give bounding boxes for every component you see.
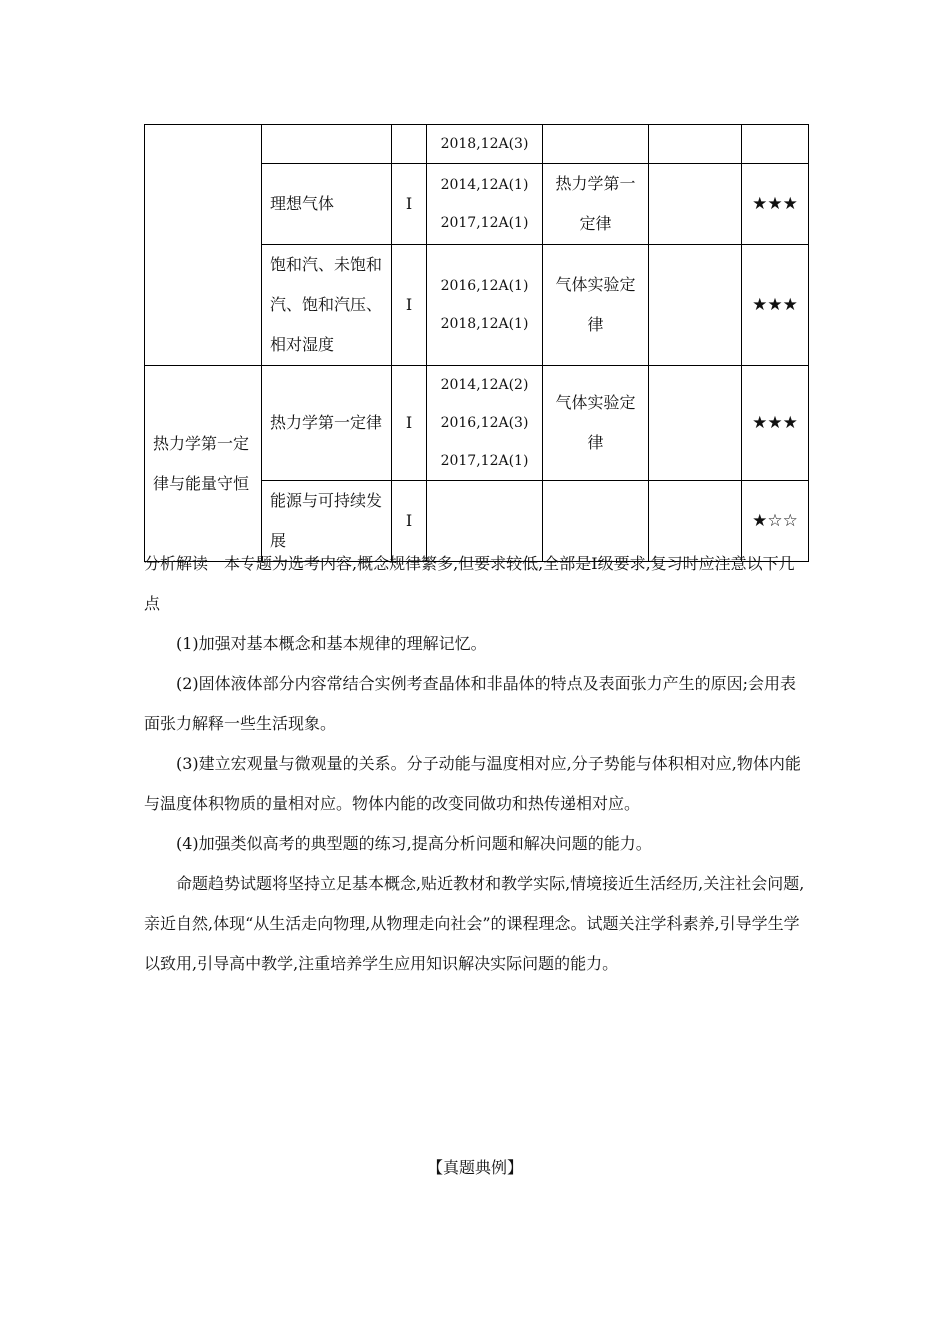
exam-year: 2018,12A(1)	[440, 316, 529, 332]
exam-year: 2017,12A(1)	[440, 453, 529, 469]
blank-cell	[649, 125, 742, 164]
trend-paragraph: 命题趋势试题将坚持立足基本概念,贴近教材和教学实际,情境接近生活经历,关注社会问题,亲近自然,体现“从生活走向物理,从物理走向社会”的课程理念。试题关注学科素养,引导学生学以致用,引导高中教学,注重培养学生应用知识解决实际问题的能力。	[144, 874, 805, 973]
related-topic-cell: 热力学第一定律	[543, 164, 649, 245]
related-topic-cell: 气体实验定律	[543, 245, 649, 366]
exam-year: 2014,12A(2)	[440, 377, 529, 393]
level-cell: Ⅰ	[392, 481, 427, 562]
level-cell	[392, 125, 427, 164]
analysis-point-3: (3)建立宏观量与微观量的关系。分子动能与温度相对应,分子势能与体积相对应,物体内能与温度体积物质的量相对应。物体内能的改变同做功和热传递相对应。	[144, 754, 801, 813]
exam-year: 2018,12A(3)	[440, 136, 529, 152]
knowledge-point-cell: 饱和汽、未饱和汽、饱和汽压、相对湿度	[262, 245, 392, 366]
exam-year: 2014,12A(1)	[440, 177, 529, 193]
exam-outline-table	[144, 124, 809, 562]
topic-cell	[145, 125, 262, 366]
rating-cell: ★☆☆	[742, 481, 809, 562]
knowledge-point-cell: 能源与可持续发展	[262, 481, 392, 562]
analysis-point-1: (1)加强对基本概念和基本规律的理解记忆。	[176, 634, 487, 653]
exam-years-cell	[427, 125, 543, 164]
section-heading: 【真题典例】	[426, 1158, 523, 1177]
exam-year: 2016,12A(1)	[440, 278, 529, 294]
level-cell: Ⅰ	[392, 366, 427, 481]
rating-cell: ★★★	[742, 164, 809, 245]
blank-cell	[649, 245, 742, 366]
analysis-intro: 分析解读 本专题为选考内容,概念规律繁多,但要求较低,全部是Ⅰ级要求,复习时应注意以下几点	[144, 554, 795, 613]
exam-years-cell	[427, 164, 543, 245]
related-topic-cell	[543, 125, 649, 164]
knowledge-point-cell: 热力学第一定律	[262, 366, 392, 481]
rating-cell: ★★★	[742, 245, 809, 366]
level-cell: Ⅰ	[392, 164, 427, 245]
table-row	[145, 125, 809, 164]
knowledge-point-cell: 理想气体	[262, 164, 392, 245]
analysis-point-4: (4)加强类似高考的典型题的练习,提高分析问题和解决问题的能力。	[176, 834, 652, 853]
level-cell: Ⅰ	[392, 245, 427, 366]
analysis-point-2: (2)固体液体部分内容常结合实例考查晶体和非晶体的特点及表面张力产生的原因;会用表面张力解释一些生活现象。	[144, 674, 797, 733]
exam-year: 2016,12A(3)	[440, 415, 529, 431]
exam-year: 2017,12A(1)	[440, 215, 529, 231]
blank-cell	[649, 366, 742, 481]
table-row	[145, 366, 809, 481]
exam-years-cell	[427, 245, 543, 366]
related-topic-cell: 气体实验定律	[543, 366, 649, 481]
topic-cell: 热力学第一定律与能量守恒	[145, 366, 262, 562]
blank-cell	[649, 164, 742, 245]
rating-cell: ★★★	[742, 366, 809, 481]
exam-years-cell	[427, 366, 543, 481]
knowledge-point-cell	[262, 125, 392, 164]
rating-cell	[742, 125, 809, 164]
